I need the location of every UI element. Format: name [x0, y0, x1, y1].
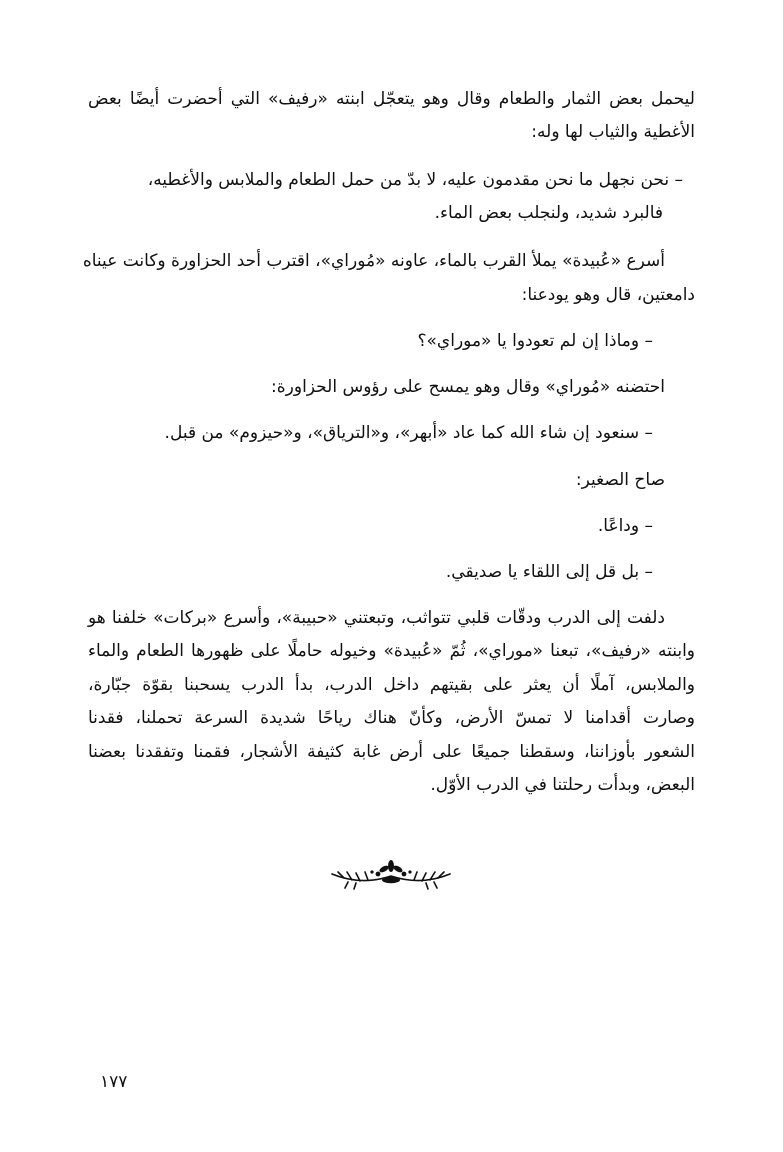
text-line: دامعتين، قال وهو يودعنا:: [521, 285, 695, 305]
text-line: والملابس، آملًا أن يعثر على بقيتهم داخل الدرب، بدأ الدرب يسحبنا بقوّة جبّارة،: [88, 675, 695, 695]
dialogue-line: – سنعود إن شاء الله كما عاد «أبهر»، و«الترياق»، و«حيزوم» من قبل.: [164, 423, 653, 443]
text-line: البعض، وبدأت رحلتنا في الدرب الأوّل.: [430, 775, 695, 795]
dialogue-line: – نحن نجهل ما نحن مقدمون عليه، لا بدّ من حمل الطعام والملابس والأغطيه،: [147, 170, 683, 190]
dialogue-line: فالبرد شديد، ولنجلب بعض الماء.: [434, 203, 663, 223]
text-line: صاح الصغير:: [575, 470, 665, 490]
text-line: ليحمل بعض الثمار والطعام وقال وهو يتعجّل ابنته «رفيف» التي أحضرت أيضًا بعض: [88, 89, 695, 109]
text-line: الأغطية والثياب لها وله:: [531, 122, 695, 142]
text-line: احتضنه «مُوراي» وقال وهو يمسح على رؤوس الحزاورة:: [271, 377, 665, 397]
dialogue-line: – وماذا إن لم تعودوا يا «موراي»؟: [417, 331, 653, 351]
text-line: الشعور بأوزاننا، وسقطنا جميعًا على أرض غابة كثيفة الأشجار، فقمنا وتفقدنا بعضنا: [88, 742, 695, 762]
dialogue-line: – وداعًا.: [597, 516, 653, 536]
text-line: وصارت أقدامنا لا تمسّ الأرض، وكأنّ هناك رياحًا شديدة السرعة تحملنا، فقدنا: [88, 708, 695, 728]
text-line: وابنته «رفيف»، تبعنا «موراي»، ثُمّ «عُبيدة» وخيوله حاملًا على ظهورها الطعام والماء: [88, 641, 695, 661]
dialogue-line: – بل قل إلى اللقاء يا صديقي.: [445, 562, 653, 582]
text-line: أسرع «عُبيدة» يملأ القرب بالماء، عاونه «مُوراي»، اقترب أحد الحزاورة وكانت عيناه: [82, 251, 665, 271]
text-line: دلفت إلى الدرب ودقّات قلبي تتواثب، وتبعتني «حبيبة»، وأسرع «بركات» خلفنا هو: [88, 608, 665, 628]
page-number: ١٧٧: [100, 1072, 128, 1092]
floral-divider-icon: [326, 852, 456, 894]
